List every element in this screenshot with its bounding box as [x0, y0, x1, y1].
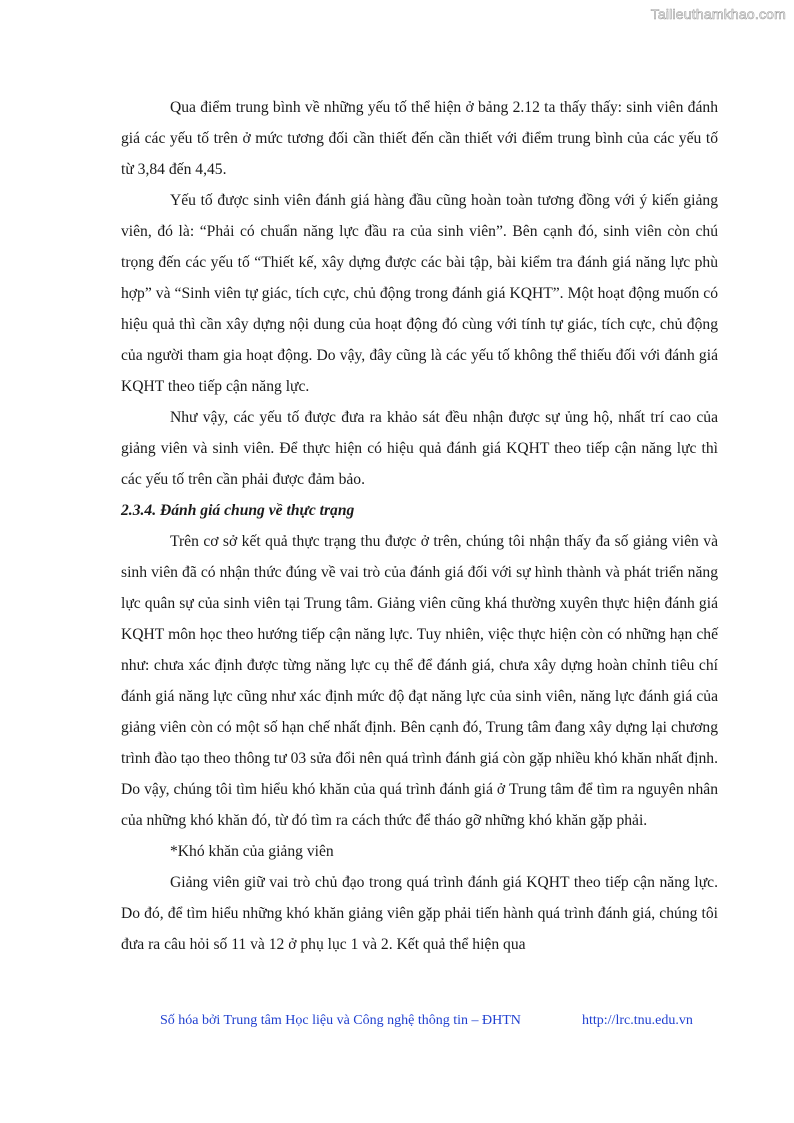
section-heading: 2.3.4. Đánh giá chung về thực trạng — [121, 502, 355, 519]
paragraph-6: Giảng viên giữ vai trò chủ đạo trong quá trình đánh giá KQHT theo tiếp cận năng lực. Do đó, để tìm hiểu những khó khăn giảng viên gặp phải tiến hành quá trình đánh giá, chúng tôi đưa ra câu hỏi số 11 và 12 ở phụ lục 1 và 2. Kết quả thể hiện qua — [121, 874, 718, 953]
document-body — [121, 92, 718, 960]
footer — [160, 1013, 720, 1029]
paragraph-1: Qua điểm trung bình về những yếu tố thể hiện ở bảng 2.12 ta thấy thấy: sinh viên đánh giá các yếu tố trên ở mức tương đối cần thiết đến cần thiết với điểm trung bình của các yếu tố từ 3,84 đến 4,45. — [121, 99, 718, 178]
footer-credit: Số hóa bởi Trung tâm Học liệu và Công nghệ thông tin – ĐHTN — [160, 1013, 521, 1028]
paragraph-4: Trên cơ sở kết quả thực trạng thu được ở trên, chúng tôi nhận thấy đa số giảng viên và sinh viên đã có nhận thức đúng về vai trò của đánh giá đối với sự hình thành và phát triển năng lực quân sự của sinh viên tại Trung tâm. Giảng viên cũng khá thường xuyên thực hiện đánh giá KQHT môn học theo hướng tiếp cận năng lực. Tuy nhiên, việc thực hiện còn có những hạn chế như: chưa xác định được từng năng lực cụ thể để đánh giá, chưa xây dựng hoàn chỉnh tiêu chí đánh giá năng lực cũng như xác định mức độ đạt năng lực của sinh viên, năng lực đánh giá của giảng viên còn có một số hạn chế nhất định. Bên cạnh đó, Trung tâm đang xây dựng lại chương trình đào tạo theo thông tư 03 sửa đổi nên quá trình đánh giá còn gặp nhiều khó khăn nhất định. Do vậy, chúng tôi tìm hiểu khó khăn của quá trình đánh giá ở Trung tâm để tìm ra nguyên nhân của những khó khăn đó, từ đó tìm ra cách thức để tháo gỡ những khó khăn gặp phải. — [121, 533, 718, 829]
paragraph-2: Yếu tố được sinh viên đánh giá hàng đầu cũng hoàn toàn tương đồng với ý kiến giảng viên, đó là: “Phải có chuẩn năng lực đầu ra của sinh viên”. Bên cạnh đó, sinh viên còn chú trọng đến các yếu tố “Thiết kế, xây dựng được các bài tập, bài kiểm tra đánh giá năng lực phù hợp” và “Sinh viên tự giác, tích cực, chủ động trong đánh giá KQHT”. Một hoạt động muốn có hiệu quả thì cần xây dựng nội dung của hoạt động đó cùng với tính tự giác, tích cực, chủ động của người tham gia hoạt động. Do vậy, đây cũng là các yếu tố không thể thiếu đối với đánh giá KQHT theo tiếp cận năng lực. — [121, 192, 718, 395]
paragraph-3: Như vậy, các yếu tố được đưa ra khảo sát đều nhận được sự ủng hộ, nhất trí cao của giảng viên và sinh viên. Để thực hiện có hiệu quả đánh giá KQHT theo tiếp cận năng lực thì các yếu tố trên cần phải được đảm bảo. — [121, 409, 718, 488]
watermark: Tailieuthamkhao.com — [650, 6, 786, 22]
footer-link[interactable]: http://lrc.tnu.edu.vn — [582, 1013, 693, 1028]
paragraph-5: *Khó khăn của giảng viên — [170, 843, 334, 860]
